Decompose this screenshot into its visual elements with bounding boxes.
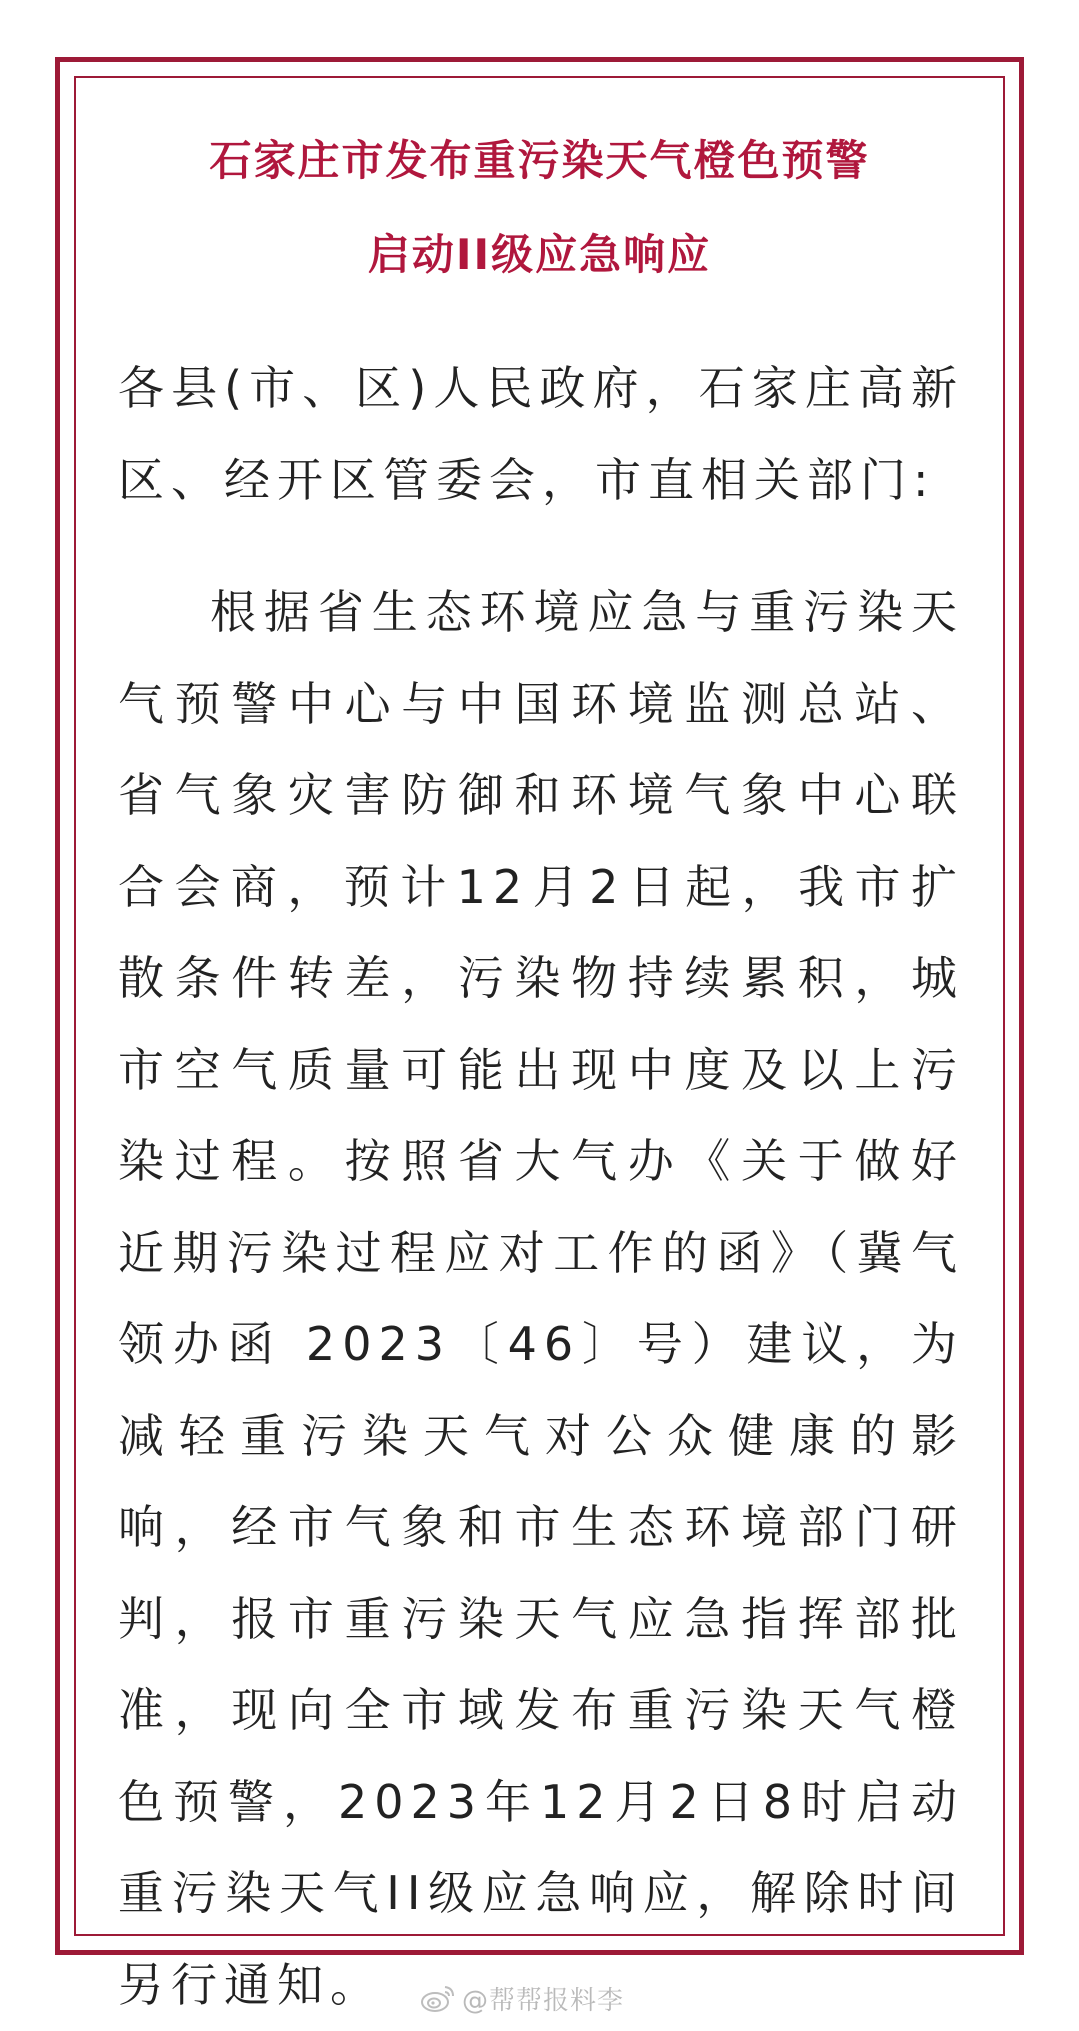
watermark [420,1978,624,2018]
body-paragraph: 根据省生态环境应急与重污染天气预警中心与中国环境监测总站、省气象灾害防御和环境气象中心联合会商，预计12月2日起，我市扩散条件转差，污染物持续累积，城市空气质量可能出现中度及以上污染过程。按照省大气办《关于做好近期污染过程应对工作的函》（冀气领办函 2023〔46〕号）建议，为减轻重污染天气对公众健康的影响，经市气象和市生态环境部门研判，报市重污染天气应急指挥部批准，现向全市域发布重污染天气橙色预警，2023年12月2日8时启动重污染天气II级应急响应，解除时间另行通知。 [118,585,964,2012]
document-title-line2: 启动II级应急响应 [367,230,712,279]
document-title-line1: 石家庄市发布重污染天气橙色预警 [209,136,870,185]
watermark-text: @帮帮报料李 [462,1985,625,2016]
salutation: 各县(市、区)人民政府，石家庄高新区、经开区管委会，市直相关部门: [118,361,964,507]
weibo-icon [420,1983,456,2013]
